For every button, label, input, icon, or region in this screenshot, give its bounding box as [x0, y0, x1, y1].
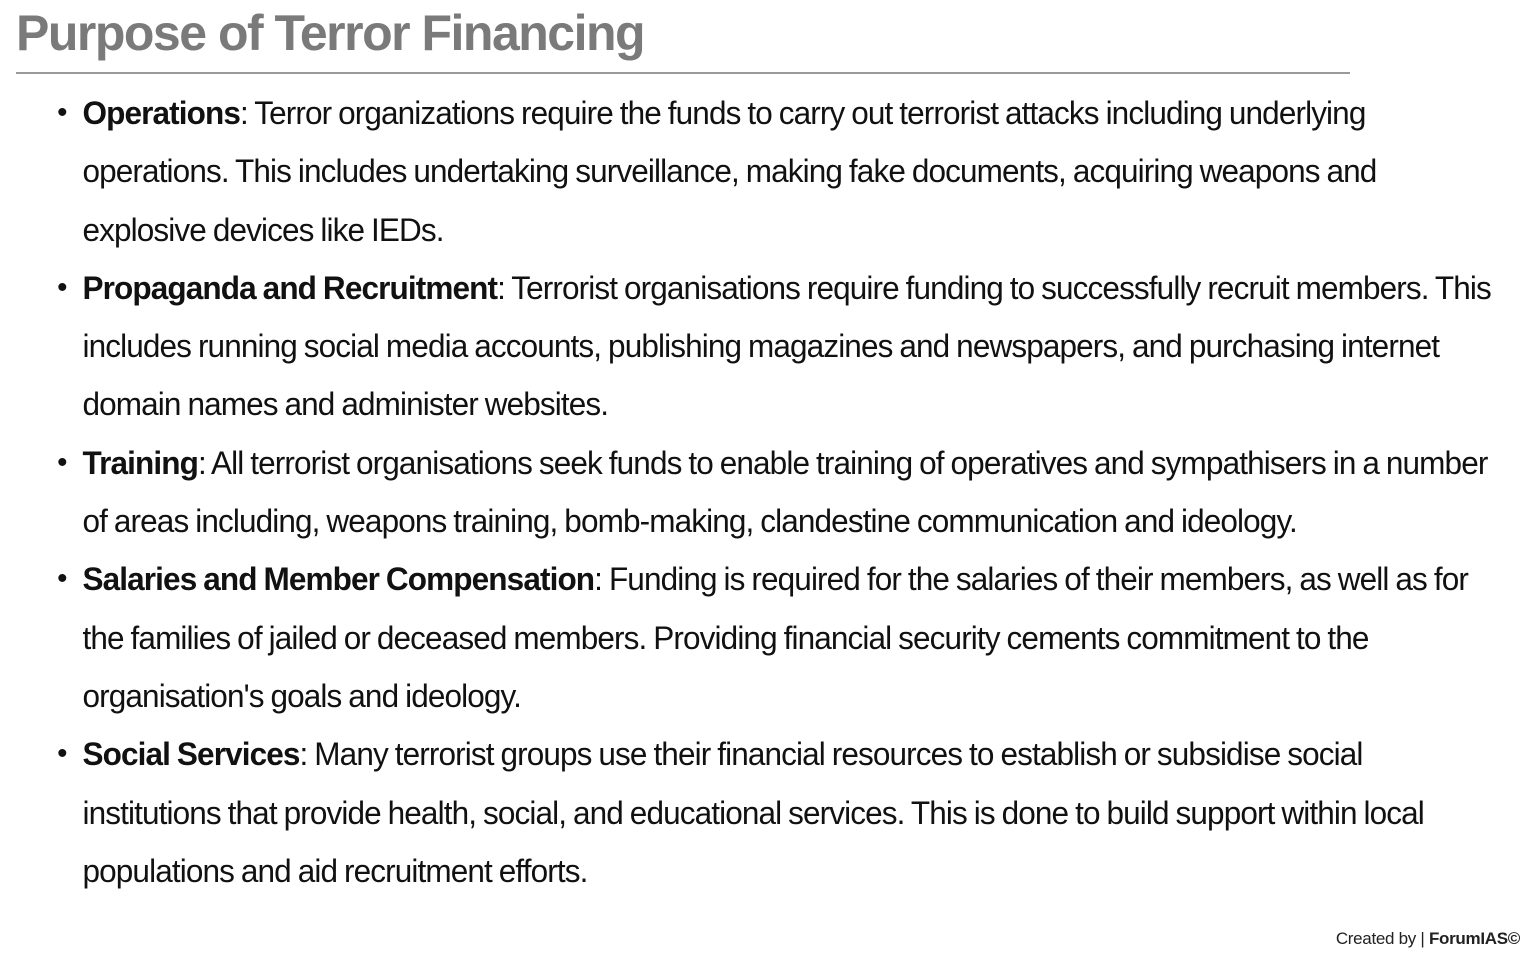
credit-line — [1336, 926, 1520, 952]
bullet-icon: • — [57, 96, 67, 129]
title-divider — [16, 72, 1350, 74]
item-text: : Funding is required for the salaries of their members, as well as for the families of jailed or deceased members. Providing financial security cements commitment to the organisation's goals and ideology. — [82, 561, 1468, 714]
list-item-social-services — [50, 725, 1506, 900]
bullet-icon: • — [57, 270, 67, 304]
item-text: : All terrorist organisations seek funds to enable training of operatives and sympathisers in a number of areas including, weapons training, bomb-making, clandestine communication and ideology. — [82, 444, 1488, 540]
item-term: Social Services — [82, 736, 300, 773]
page-title: Purpose of Terror Financing — [16, 5, 645, 61]
credit-prefix: Created by | — [1335, 929, 1429, 948]
list-item-propaganda-recruitment — [50, 259, 1506, 434]
item-term: Propaganda and Recruitment — [82, 269, 498, 306]
list-item-training — [50, 434, 1506, 551]
item-term: Operations — [82, 95, 241, 131]
item-term: Salaries and Member Compensation — [82, 561, 595, 598]
item-text: : Terrorist organisations require funding to successfully recruit members. This includes running social media accounts, publishing magazines and newspapers, and purchasing internet domain names and administer websites. — [82, 269, 1491, 423]
credit-brand: ForumIAS© — [1428, 929, 1520, 948]
list-item-salaries — [50, 550, 1506, 725]
item-text: : Terror organizations require the funds to carry out terrorist attacks including underlying operations. This includes undertaking surveillance, making fake documents, acquiring weapons and explosive devices like IEDs. — [82, 95, 1377, 248]
bullet-icon: • — [57, 445, 67, 479]
bullet-icon: • — [57, 737, 67, 771]
item-text: : Many terrorist groups use their financial resources to establish or subsidise social institutions that provide health, social, and educational services. This is done to build support within local populations and aid recruitment efforts. — [82, 736, 1424, 889]
purpose-list — [50, 84, 1528, 900]
item-term: Training — [82, 444, 199, 481]
bullet-icon: • — [57, 562, 67, 596]
list-item-operations — [50, 84, 1506, 259]
